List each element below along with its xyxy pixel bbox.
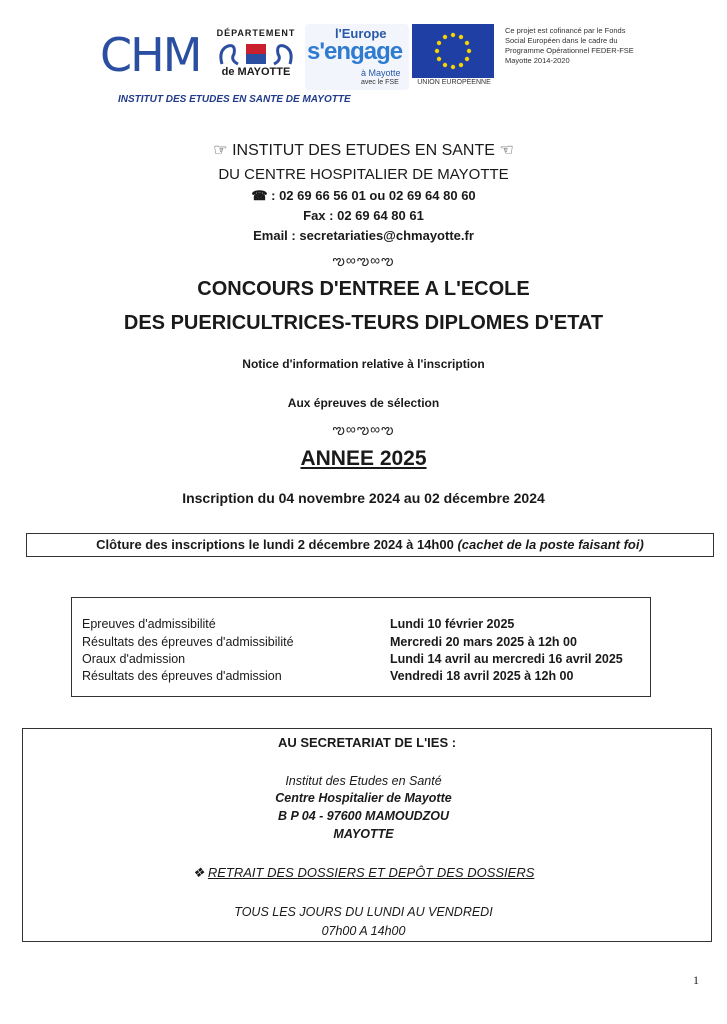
schedule-date: Vendredi 18 avril 2025 à 12h 00: [390, 669, 574, 683]
phone-line: [0, 188, 727, 204]
secretariat-title: AU SECRETARIAT DE L'IES :: [277, 735, 457, 750]
europe-line4: avec le FSE: [361, 79, 399, 86]
cloture-text: [26, 537, 714, 552]
schedule-date: Lundi 10 février 2025: [390, 617, 515, 631]
dept-bottom-text: de MAYOTTE: [221, 66, 291, 78]
fax-line: Fax : 02 69 64 80 61: [303, 208, 424, 223]
main-title-line1: CONCOURS D'ENTREE A L'ECOLE: [197, 278, 530, 300]
opening-hours: 07h00 A 14h00: [321, 924, 406, 938]
institute-hospital: DU CENTRE HOSPITALIER DE MAYOTTE: [218, 166, 509, 183]
schedule-label: Résultats des épreuves d'admissibilité: [82, 635, 294, 649]
year-title: ANNEE 2025: [300, 447, 427, 470]
address-line2: Centre Hospitalier de Mayotte: [275, 791, 452, 805]
ornament-divider-2-icon: ఌ∞ఌ∞ఌ: [332, 421, 395, 437]
inscription-period: Inscription du 04 novembre 2024 au 02 décembre 2024: [182, 490, 545, 506]
schedule-date: Mercredi 20 mars 2025 à 12h 00: [390, 635, 577, 649]
eu-flag-icon: [412, 24, 494, 78]
institute-name: [0, 140, 727, 160]
retrait-text: RETRAIT DES DOSSIERS ET DEPÔT DES DOSSIERS: [207, 865, 535, 880]
chm-logo: CHM: [100, 28, 201, 82]
phone-numbers: : 02 69 66 56 01 ou 02 69 64 80 60: [271, 188, 476, 203]
schedule-label: Epreuves d'admissibilité: [82, 617, 216, 631]
europe-line2: s'engage: [307, 38, 403, 65]
seahorse-emblem-icon: [216, 40, 296, 68]
ornament-divider-icon: ఌ∞ఌ∞ఌ: [332, 252, 395, 268]
email-line: Email : secretariaties@chmayotte.fr: [253, 228, 474, 243]
europe-line3: à Mayotte: [361, 68, 401, 78]
chm-subtitle: INSTITUT DES ETUDES EN SANTE DE MAYOTTE: [118, 94, 351, 105]
hand-left-icon: ☞: [213, 142, 233, 159]
cofinancing-note: Ce projet est cofinancé par le Fonds Social Européen dans le cadre du Programme Opérationnel FEDER-FSE Mayotte 2014-2020: [505, 26, 634, 65]
diamond-bullet-icon: ❖: [192, 865, 205, 880]
retrait-line: [0, 865, 727, 881]
europe-line1: l'Europe: [335, 26, 387, 41]
hand-right-icon: ☜: [494, 142, 514, 159]
page-number: 1: [693, 973, 699, 987]
cloture-main: Clôture des inscriptions le lundi 2 décembre 2024 à 14h00: [96, 537, 454, 552]
department-logo: [208, 28, 304, 88]
dept-top-text: DÉPARTEMENT: [216, 28, 296, 38]
cloture-italic: (cachet de la poste faisant foi): [457, 537, 644, 552]
phone-icon: ☎: [251, 188, 272, 203]
main-title-line2: DES PUERICULTRICES-TEURS DIPLOMES D'ETAT: [123, 312, 604, 334]
europe-engage-logo: [305, 24, 409, 90]
address-line4: MAYOTTE: [333, 827, 394, 841]
notice-text: Notice d'information relative à l'inscription: [242, 357, 485, 371]
address-line1: Institut des Etudes en Santé: [285, 774, 442, 788]
schedule-label: Résultats des épreuves d'admission: [82, 669, 282, 683]
opening-days: TOUS LES JOURS DU LUNDI AU VENDREDI: [234, 905, 493, 919]
aux-text: Aux épreuves de sélection: [287, 396, 440, 410]
schedule-label: Oraux d'admission: [82, 652, 186, 666]
eu-label: UNION EUROPÉENNE: [417, 79, 491, 86]
schedule-date: Lundi 14 avril au mercredi 16 avril 2025: [390, 652, 623, 666]
institute-line1: INSTITUT DES ETUDES EN SANTE: [232, 142, 495, 159]
address-line3: B P 04 - 97600 MAMOUDZOU: [277, 809, 450, 823]
